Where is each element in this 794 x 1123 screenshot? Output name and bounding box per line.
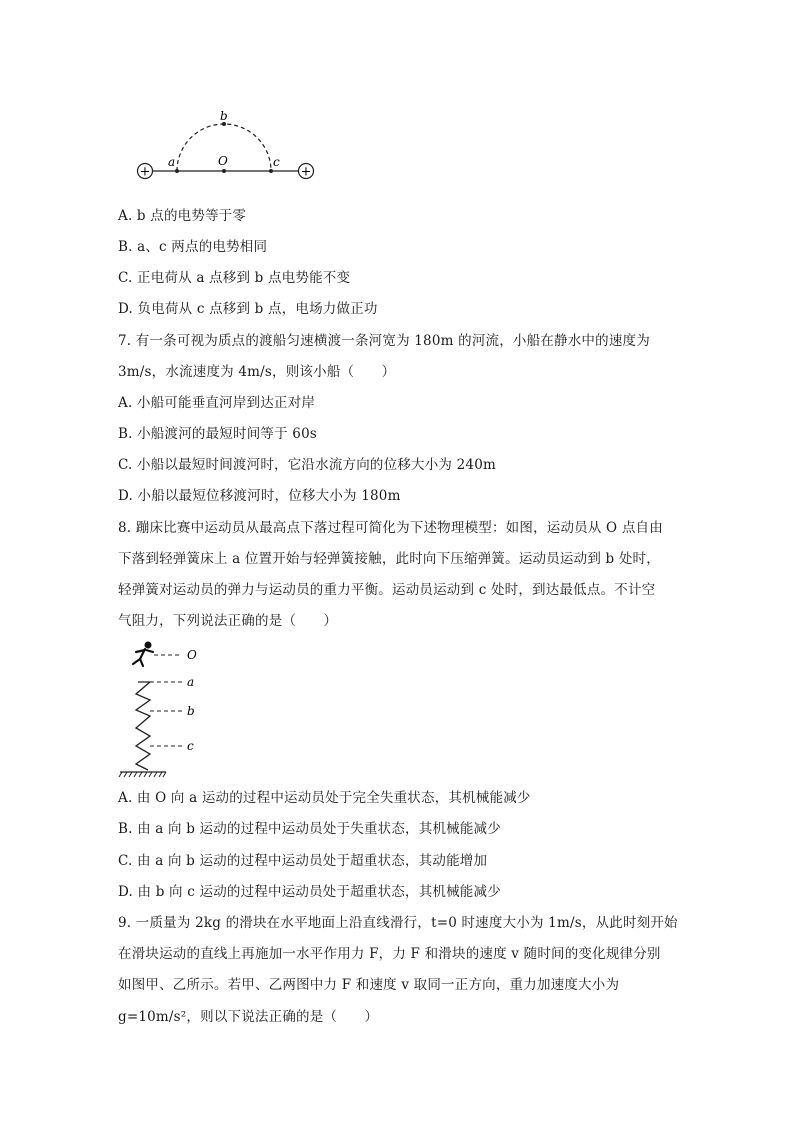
trampoline-figure <box>118 638 228 780</box>
q6-option-d: D. 负电荷从 c 点移到 b 点，电场力做正功 <box>118 301 378 317</box>
q9-stem-line-3: 如图甲、乙所示。若甲、乙两图中力 F 和速度 v 取同一正方向，重力加速度大小为 <box>118 977 620 993</box>
q7-option-c: C. 小船以最短时间渡河时，它沿水流方向的位移大小为 240m <box>118 457 496 473</box>
q8-stem-line-3: 轻弹簧对运动员的弹力与运动员的重力平衡。运动员运动到 c 处时，到达最低点。不计空 <box>118 582 656 598</box>
charges-figure <box>130 105 330 190</box>
q8-option-b: B. 由 a 向 b 运动的过程中运动员处于失重状态，其机械能减少 <box>118 821 501 837</box>
q9-stem-line-4: g=10m/s²，则以下说法正确的是（ ） <box>118 1009 379 1025</box>
label-a: a <box>168 155 176 169</box>
plus-left-label: + <box>139 164 151 180</box>
q8-option-a: A. 由 O 向 a 运动的过程中运动员处于完全失重状态，其机械能减少 <box>118 790 531 806</box>
q7-stem-line-1: 7. 有一条可视为质点的渡船匀速横渡一条河宽为 180m 的河流，小船在静水中的速度为 <box>118 333 650 349</box>
label-b: b <box>220 109 228 123</box>
point-a <box>175 169 179 173</box>
q8-stem-line-1: 8. 蹦床比赛中运动员从最高点下落过程可简化为下述物理模型：如图，运动员从 O 点自由 <box>118 520 663 536</box>
q9-stem-line-1: 9. 一质量为 2kg 的滑块在水平地面上沿直线滑行，t=0 时速度大小为 1m/s，从此时刻开始 <box>118 915 678 931</box>
trampoline-label-o: O <box>187 648 197 662</box>
athlete-icon <box>133 642 153 667</box>
q6-option-a: A. b 点的电势等于零 <box>118 208 247 224</box>
trampoline-label-a: a <box>187 675 195 689</box>
q6-option-b: B. a、c 两点的电势相同 <box>118 239 268 255</box>
plus-right-label: + <box>300 164 312 180</box>
q9-stem-line-2: 在滑块运动的直线上再施加一水平作用力 F，力 F 和滑块的速度 v 随时间的变化规律分别 <box>118 946 661 962</box>
point-o <box>222 169 226 173</box>
q8-option-d: D. 由 b 向 c 运动的过程中运动员处于超重状态，其机械能减少 <box>118 884 501 900</box>
q7-option-a: A. 小船可能垂直河岸到达正对岸 <box>118 395 316 411</box>
q8-stem-line-2: 下落到轻弹簧床上 a 位置开始与轻弹簧接触，此时向下压缩弹簧。运动员运动到 b 处时， <box>118 551 660 567</box>
trampoline-label-b: b <box>187 704 195 718</box>
trampoline-label-c: c <box>187 739 194 753</box>
spring <box>136 682 150 770</box>
label-c: c <box>273 155 280 169</box>
q7-option-b: B. 小船渡河的最短时间等于 60s <box>118 426 318 442</box>
q6-option-c: C. 正电荷从 a 点移到 b 点电势能不变 <box>118 270 351 286</box>
point-c <box>269 169 273 173</box>
q7-option-d: D. 小船以最短位移渡河时，位移大小为 180m <box>118 488 401 504</box>
label-o: O <box>218 154 228 168</box>
q8-option-c: C. 由 a 向 b 运动的过程中运动员处于超重状态，其动能增加 <box>118 853 488 869</box>
q8-stem-line-4: 气阻力，下列说法正确的是（ ） <box>118 613 338 629</box>
q7-stem-line-2: 3m/s，水流速度为 4m/s，则该小船（ ） <box>118 364 396 380</box>
